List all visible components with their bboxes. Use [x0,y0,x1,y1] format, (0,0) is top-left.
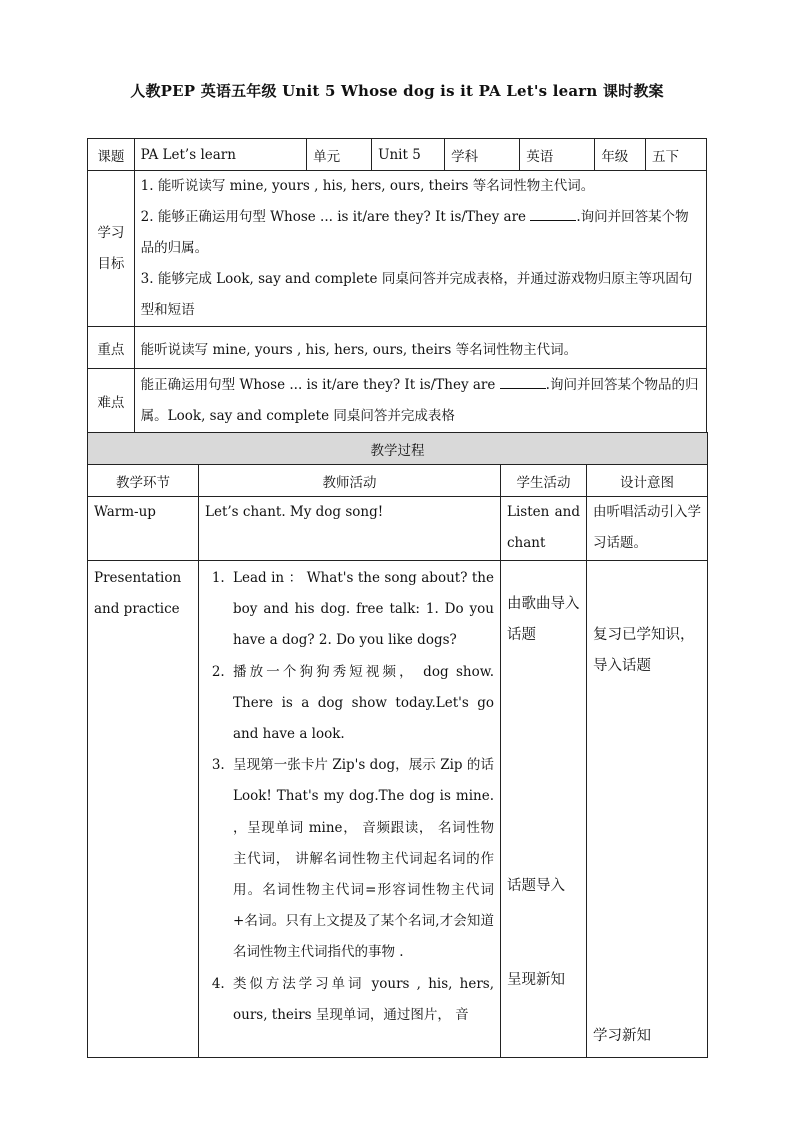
presentation-row [88,561,708,1058]
difficulties-label: 难点 [88,369,135,433]
difficulties-text-b: .询问并回答某个物品的归属。Look, say and complete 同桌问答并完成表格 [140,376,699,424]
warmup-row [88,497,708,561]
col-header-intent: 设计意图 [587,465,708,497]
goals-content [134,171,706,327]
process-header-row [88,465,708,497]
intent-1: 复习已学知识，导入话题 [593,627,695,674]
col-header-teacher: 教师活动 [199,465,501,497]
topic-value: PA Let’s learn [134,139,307,171]
fill-blank [530,208,576,221]
col-header-stage: 教学环节 [88,465,199,497]
student-activity-3: 呈现新知 [507,972,565,988]
teacher-activity-item: 3. 呈现第一张卡片 Zip's dog，展示 Zip 的话 Look! That's my dog.The dog is mine. ，呈现单词 mine， 音频跟读， 名词性物主代词， 讲解名词性物主代词起名词的作用。名词性物主代词=形容词性物主代词+名词。只有上文提及了某个名词,才会知道名词性物主代词指代的事物 . [229,750,494,968]
teacher-activity-item: 1. Lead in ： What's the song about? the boy and his dog. free talk: 1. Do you have a dog? 2. Do you like dogs? [229,563,494,657]
goal-2-text-b: .询问并回答某个物品的归属。 [140,209,689,256]
presentation-teacher [199,561,501,1058]
student-activity-2: 话题导入 [507,878,565,894]
student-activity-1: 由歌曲导入话题 [507,596,580,643]
col-header-student: 学生活动 [501,465,587,497]
unit-label: 单元 [307,139,372,171]
warmup-teacher: Let’s chant. My dog song! [199,497,501,561]
grade-value: 五下 [646,139,707,171]
presentation-stage: Presentation and practice [88,561,199,1058]
intent-2: 学习新知 [593,1028,651,1044]
subject-label: 学科 [445,139,520,171]
goal-2-text-a: 2. 能够正确运用句型 Whose ... is it/are they? It is/They are [140,209,531,225]
difficulties-text-a: 能正确运用句型 Whose ... is it/are they? It is/They are [140,376,500,393]
presentation-intent [587,561,708,1058]
goals-row [88,171,707,327]
key-points-text: 能听说读写 mine, yours , his, hers, ours, theirs 等名词性物主代词。 [134,327,706,369]
document-title: 人教PEP 英语五年级 Unit 5 Whose dog is it PA Let's learn 课时教案 [130,82,664,100]
warmup-student: Listen and chant [501,497,587,561]
goal-1: 1. 能听说读写 mine, yours , his, hers, ours, theirs 等名词性物主代词。 [140,178,595,194]
teaching-process-table [87,432,708,1058]
info-row [88,139,707,171]
difficulties-content [134,369,706,433]
key-points-row [88,327,707,369]
topic-label: 课题 [88,139,135,171]
unit-value: Unit 5 [372,139,445,171]
fill-blank [500,376,546,389]
grade-label: 年级 [595,139,646,171]
warmup-stage: Warm-up [88,497,199,561]
difficulties-row [88,369,707,433]
presentation-student [501,561,587,1058]
lesson-info-table [87,138,707,433]
process-section-title: 教学过程 [88,433,708,465]
warmup-intent: 由听唱活动引入学习话题。 [587,497,708,561]
goals-label: 学习目标 [88,171,135,327]
teacher-activity-item: 4. 类似方法学习单词 yours , his, hers, ours, theirs 呈现单词，通过图片， 音 [229,969,494,1031]
process-title-row [88,433,708,465]
goal-2 [141,202,700,264]
teacher-activity-item: 2. 播放一个狗狗秀短视频， dog show. There is a dog show today.Let's go and have a look. [229,657,494,751]
goal-3: 3. 能够完成 Look, say and complete 同桌问答并完成表格，并通过游戏物归原主等巩固句型和短语 [140,271,693,318]
key-points-label: 重点 [88,327,135,369]
subject-value: 英语 [520,139,595,171]
teacher-activity-list [205,563,494,1031]
